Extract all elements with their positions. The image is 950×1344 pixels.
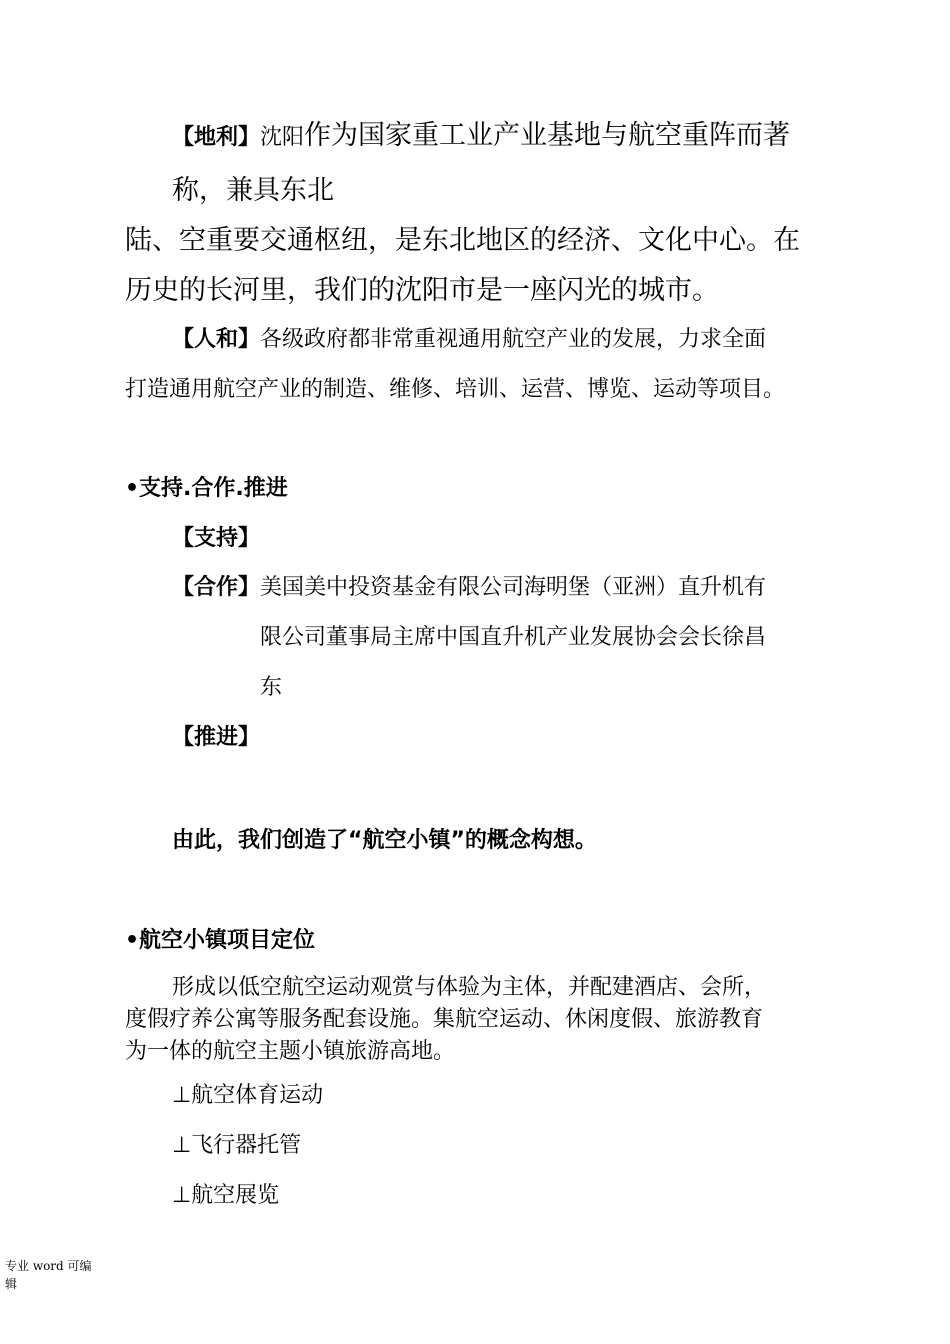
footer-line1: 专业 word 可编 <box>5 1259 92 1273</box>
para1-line2: 称，兼具东北 <box>172 175 334 206</box>
para1-text-line1: 作为国家重工业产业基地与航空重阵而著 <box>304 120 791 151</box>
list-item: ⊥航空体育运动 <box>172 1083 324 1108</box>
list-item: ⊥航空展览 <box>172 1183 280 1208</box>
para1-lead: 沈阳 <box>260 125 305 150</box>
para1-line3: 陆、空重要交通枢纽，是东北地区的经济、文化中心。在 <box>125 225 800 256</box>
positioning-line3: 为一体的航空主题小镇旅游高地。 <box>125 1039 456 1064</box>
paragraph-renhe-line1 <box>172 322 766 353</box>
cooperate-line1 <box>172 570 766 601</box>
footer-line2: 辑 <box>5 1277 18 1291</box>
para1-line4: 历史的长河里，我们的沈阳市是一座闪光的城市。 <box>125 275 719 306</box>
section-heading-support: •支持.合作.推进 <box>125 476 288 501</box>
section-heading-positioning: •航空小镇项目定位 <box>125 928 316 953</box>
cooperate-line3: 东 <box>260 675 283 700</box>
label-advance: 【推进】 <box>172 725 261 750</box>
paragraph-dili-line1 <box>172 118 790 157</box>
cooperate-text-line1: 美国美中投资基金有限公司海明堡（亚洲）直升机有 <box>260 575 767 600</box>
label-support: 【支持】 <box>172 526 261 551</box>
conclusion-text: 由此，我们创造了“航空小镇”的概念构想。 <box>172 828 597 853</box>
list-item: ⊥飞行器托管 <box>172 1133 302 1158</box>
positioning-line1: 形成以低空航空运动观赏与体验为主体，并配建酒店、会所， <box>172 975 767 1000</box>
label-cooperate: 【合作】 <box>172 575 261 600</box>
para2-text-line1: 各级政府都非常重视通用航空产业的发展，力求全面 <box>260 327 767 352</box>
label-dili: 【地利】 <box>172 125 261 150</box>
positioning-line2: 度假疗养公寓等服务配套设施。集航空运动、休闲度假、旅游教育 <box>125 1007 764 1032</box>
label-renhe: 【人和】 <box>172 327 261 352</box>
para2-line2: 打造通用航空产业的制造、维修、培训、运营、博览、运动等项目。 <box>125 377 786 402</box>
cooperate-line2: 限公司董事局主席中国直升机产业发展协会会长徐昌 <box>260 625 767 650</box>
